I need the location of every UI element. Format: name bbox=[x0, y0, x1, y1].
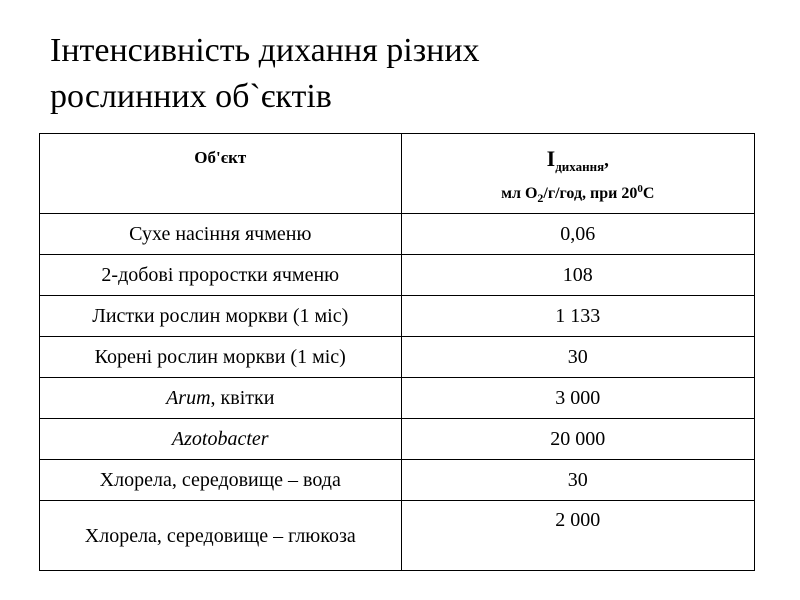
table-row bbox=[40, 460, 755, 501]
table-row bbox=[40, 296, 755, 337]
header-object-label: Об'єкт bbox=[194, 148, 247, 167]
cell-object: Arum, квітки bbox=[40, 378, 402, 419]
table-row bbox=[40, 337, 755, 378]
header-value-unit: мл $O_2/г$/год, при $20^0С$ bbox=[501, 183, 655, 205]
cell-object: Сухе насіння ячменю bbox=[40, 214, 402, 255]
cell-object: 2-добові проростки ячменю bbox=[40, 255, 402, 296]
table-header-row bbox=[40, 134, 755, 214]
cell-value: 30 bbox=[401, 460, 754, 501]
cell-value: 3 000 bbox=[401, 378, 754, 419]
cell-object: Листки рослин моркви (1 міс) bbox=[40, 296, 402, 337]
table-row bbox=[40, 501, 755, 571]
cell-value: 30 bbox=[401, 337, 754, 378]
cell-object bbox=[40, 419, 402, 460]
cell-object: Хлорела, середовище – глюкоза bbox=[40, 501, 402, 571]
slide-title-line-1: Інтенсивність дихання різних bbox=[50, 32, 480, 69]
cell-value: 0,06 bbox=[401, 214, 754, 255]
table-row bbox=[40, 214, 755, 255]
cell-object: Корені рослин моркви (1 міс) bbox=[40, 337, 402, 378]
cell-value: 1 133 bbox=[401, 296, 754, 337]
cell-object: Хлорела, середовище – вода bbox=[40, 460, 402, 501]
cell-value: 2 000 bbox=[401, 501, 754, 571]
table-row bbox=[40, 255, 755, 296]
table-row bbox=[40, 419, 755, 460]
slide-title-line-2: рослинних об`єктів bbox=[50, 78, 332, 115]
slide-title bbox=[50, 28, 750, 120]
header-object bbox=[40, 134, 402, 214]
table-row bbox=[40, 378, 755, 419]
cell-value: 108 bbox=[401, 255, 754, 296]
cell-value: 20 000 bbox=[401, 419, 754, 460]
object-italic-name: Azotobacter bbox=[171, 427, 269, 450]
respiration-table bbox=[39, 133, 755, 571]
header-value bbox=[401, 134, 754, 214]
header-value-symbol: $I_{дихання}$, bbox=[546, 146, 609, 174]
object-italic-name: Arum bbox=[166, 386, 211, 409]
